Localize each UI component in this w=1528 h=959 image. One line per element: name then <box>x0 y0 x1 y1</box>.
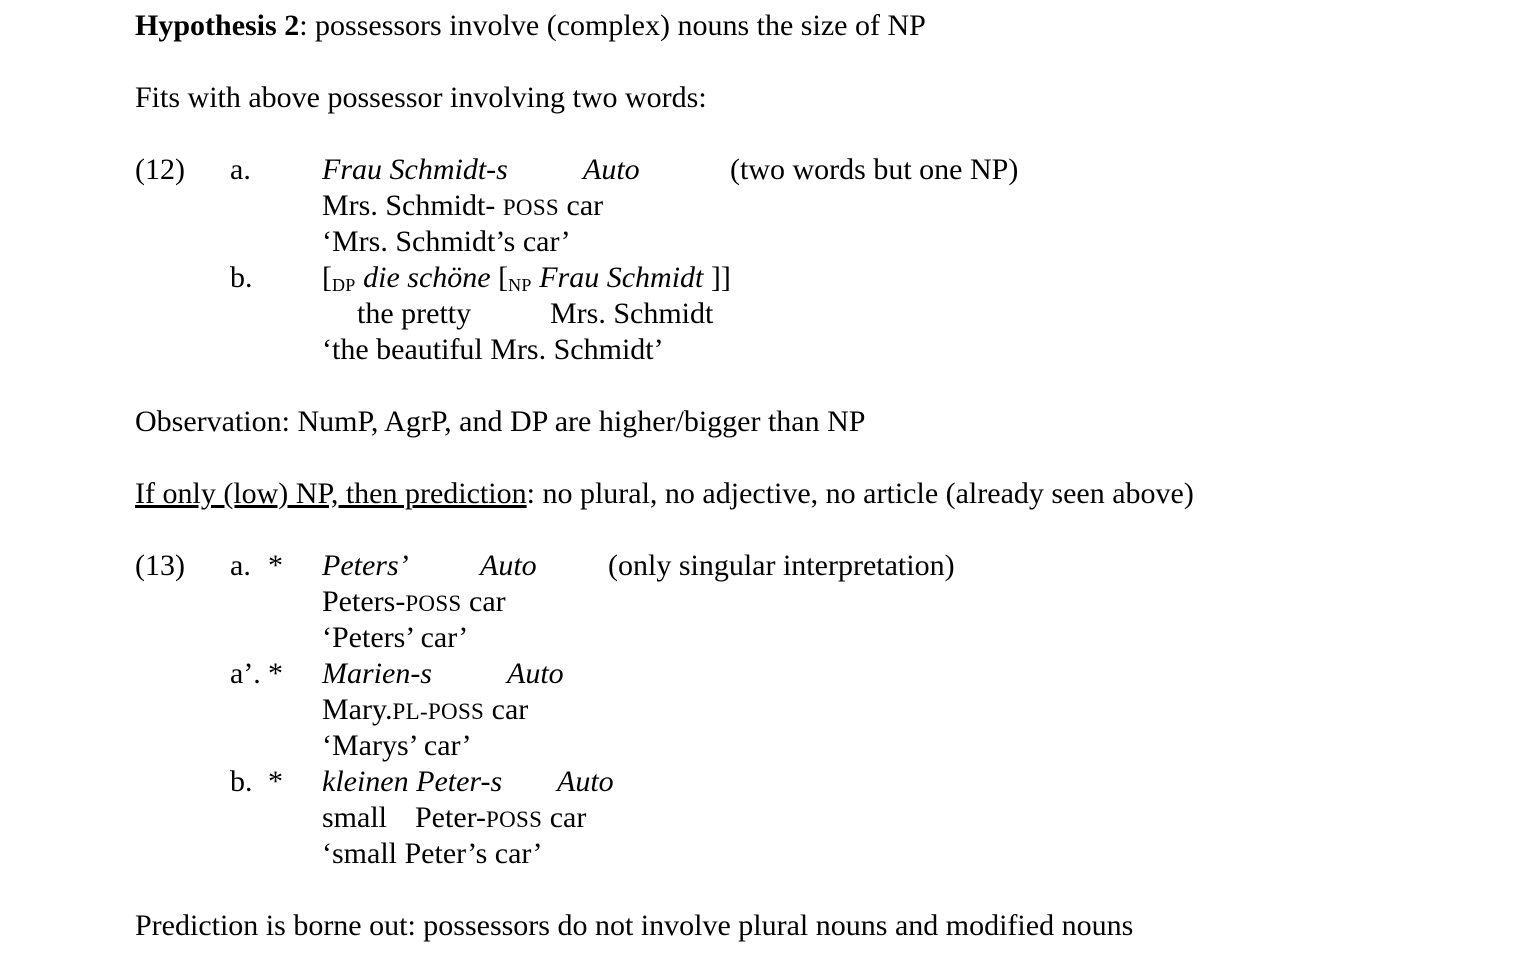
hypothesis-text: : possessors involve (complex) nouns the size of NP <box>299 9 926 42</box>
example-13a-translation: ‘Peters’ car’ <box>322 621 469 654</box>
brackets-close: ]] <box>710 261 731 294</box>
example-12a-gloss-line <box>135 188 1508 224</box>
prediction-underlined-phrase: If only (low) NP, then prediction <box>135 477 527 510</box>
example-13a2-german-word1: Marien-s <box>322 657 432 690</box>
example-13b-gloss-word1: small <box>322 801 387 834</box>
example-13a-comment: (only singular interpretation) <box>608 549 955 582</box>
bracket-open-np: [ <box>498 261 509 294</box>
example-12a-comment: (two words but one NP) <box>730 153 1019 186</box>
example-12b-gloss-line <box>135 296 1508 332</box>
example-13a2-gloss-poss: PL-POSS <box>392 699 485 724</box>
example-12b-translation-line <box>135 332 1508 368</box>
example-13a2-letter: a’. <box>230 657 261 690</box>
example-12b-letter: b. <box>230 261 253 294</box>
example-13a2-gloss-line <box>135 692 1508 728</box>
example-12a-letter: a. <box>230 153 251 186</box>
example-12a-gloss-pre: Mrs. Schmidt- <box>322 189 503 222</box>
conclusion-line: Prediction is borne out: possessors do not involve plural nouns and modified nouns <box>135 909 1134 942</box>
example-12a-translation-line <box>135 224 1508 260</box>
hypothesis-line <box>135 8 1508 44</box>
hypothesis-label: Hypothesis 2 <box>135 9 300 42</box>
prediction-rest: : no plural, no adjective, no article (already seen above) <box>526 477 1194 510</box>
bracket-open-dp: [ <box>322 261 332 294</box>
spacer <box>135 512 1508 548</box>
example-13b-german-line <box>135 764 1508 800</box>
example-13a-gloss-post: car <box>461 585 506 618</box>
example-13a-letter-col <box>230 548 322 584</box>
example-13b-gloss-post: car <box>542 801 587 834</box>
example-12a-german-line <box>135 152 1508 188</box>
example-13a2-german-line <box>135 656 1508 692</box>
example-13a2-gloss-pre: Mary. <box>322 693 393 726</box>
example-13a-gloss-pre: Peters- <box>322 585 406 618</box>
spacer <box>135 116 1508 152</box>
example-13a2-gloss-post: car <box>484 693 529 726</box>
example-12a-gloss-poss: POSS <box>502 195 560 220</box>
example-12a-gloss-post: car <box>559 189 604 222</box>
spacer <box>135 44 1508 80</box>
observation-line: Observation: NumP, AgrP, and DP are higher/bigger than NP <box>135 405 866 438</box>
example-13b-german-word1: kleinen Peter-s <box>322 765 503 798</box>
fits-line: Fits with above possessor involving two words: <box>135 81 707 114</box>
example-13a-translation-line <box>135 620 1508 656</box>
example-12a-translation: ‘Mrs. Schmidt’s car’ <box>322 225 571 258</box>
example-13b-letter-col <box>230 764 322 800</box>
example-13a2-letter-col <box>230 656 322 692</box>
example-12b-gloss-word1: the pretty <box>357 297 472 330</box>
ungrammatical-star: * <box>268 549 283 582</box>
spacer <box>135 872 1508 908</box>
example-13b-translation: ‘small Peter’s car’ <box>322 837 543 870</box>
example-13a-gloss-poss: POSS <box>405 591 462 616</box>
example-13a-letter: a. <box>230 549 251 582</box>
spacer <box>135 368 1508 404</box>
example-12b-translation: ‘the beautiful Mrs. Schmidt’ <box>322 333 664 366</box>
ungrammatical-star: * <box>268 657 283 690</box>
example-12a-german-word2: Auto <box>583 153 640 186</box>
example-13a-german-word1: Peters’ <box>322 549 409 582</box>
example-13b-translation-line <box>135 836 1508 872</box>
example-12a-german-word1: Frau Schmidt-s <box>322 153 508 186</box>
prediction-intro-line <box>135 476 1508 512</box>
example-13b-gloss-pre: Peter- <box>415 801 487 834</box>
example-13b-letter: b. <box>230 765 253 798</box>
example-13b-gloss-poss: POSS <box>486 807 543 832</box>
example-13a-gloss-line <box>135 584 1508 620</box>
example-13a-german-word2: Auto <box>480 549 537 582</box>
spacer <box>135 440 1508 476</box>
ungrammatical-star: * <box>268 765 283 798</box>
example-13b-gloss-line <box>135 800 1508 836</box>
example-12b-phrase1: die schöne <box>355 261 499 294</box>
example-12b-german-line <box>135 260 1508 296</box>
dp-subscript-label: DP <box>332 275 356 295</box>
example-13b-german-word2: Auto <box>557 765 614 798</box>
example-12b-phrase2: Frau Schmidt <box>531 261 711 294</box>
example-12b-gloss-word2: Mrs. Schmidt <box>550 297 714 330</box>
example-12-number: (12) <box>135 153 185 186</box>
example-13a2-translation: ‘Marys’ car’ <box>322 729 472 762</box>
example-13a2-translation-line <box>135 728 1508 764</box>
example-13a-german-line <box>135 548 1508 584</box>
example-13a2-german-word2: Auto <box>507 657 564 690</box>
np-subscript-label: NP <box>508 275 532 295</box>
example-13-number: (13) <box>135 549 185 582</box>
